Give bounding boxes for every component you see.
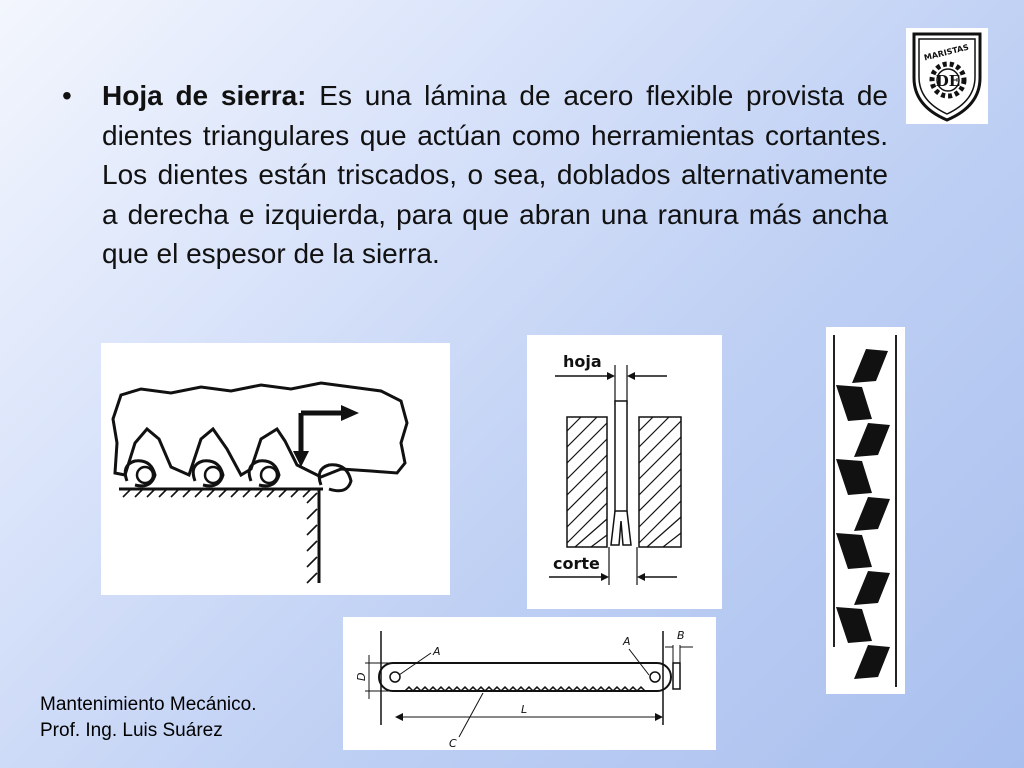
- label-l: L: [521, 703, 528, 716]
- label-corte: corte: [553, 554, 600, 573]
- label-hoja: hoja: [563, 352, 602, 371]
- label-c: C: [449, 737, 457, 750]
- figure-kerf-cross-section: [527, 335, 722, 609]
- figure-set-teeth: [826, 327, 905, 694]
- maristas-logo: [906, 28, 988, 124]
- bullet-paragraph: [62, 76, 888, 274]
- bullet-body: [102, 76, 888, 274]
- footer-course: Mantenimiento Mecánico.: [40, 694, 257, 715]
- definition-text: Es una lámina de acero flexible provista de dientes triangulares que actúan como herramientas cortantes. Los dientes están triscados, o sea, doblados alternativamente a derecha e izquierda, para que abran una ranura más ancha que el espesor de la sierra.: [102, 80, 889, 269]
- logo-text-top: MARISTAS: [923, 42, 970, 63]
- label-a-right: A: [623, 635, 631, 648]
- footer: [40, 692, 257, 744]
- term-label: Hoja de sierra:: [102, 80, 307, 111]
- label-d: D: [355, 672, 368, 681]
- logo-text-center: DE: [935, 72, 961, 90]
- label-a-left: A: [433, 645, 441, 658]
- label-b: B: [677, 629, 685, 642]
- bullet-icon: •: [62, 80, 72, 111]
- figure-teeth-cutting: [101, 343, 450, 595]
- figure-blade-dimensions: [343, 617, 716, 750]
- footer-author: Prof. Ing. Luis Suárez: [40, 720, 223, 741]
